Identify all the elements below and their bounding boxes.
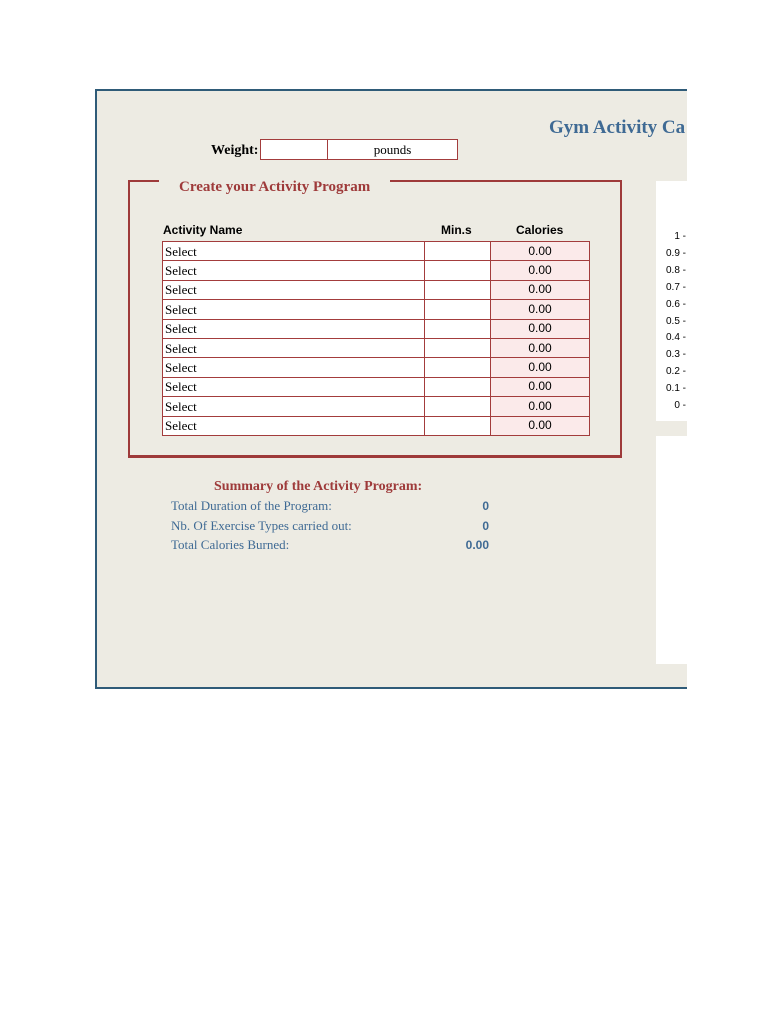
y-tick-label: 0.6 - <box>665 298 686 310</box>
y-tick-label: 0.8 - <box>665 264 686 276</box>
activity-select[interactable]: Select <box>163 261 425 280</box>
weight-field-group <box>260 139 458 160</box>
activity-row <box>163 377 590 396</box>
y-tick-label: 0.3 - <box>665 349 686 361</box>
worksheet <box>95 89 687 689</box>
activity-row <box>163 300 590 319</box>
y-tick-label: 0.9 - <box>665 247 686 259</box>
activity-select[interactable]: Select <box>163 300 425 319</box>
calories-value: 0.00 <box>491 397 590 416</box>
activity-table <box>162 241 590 436</box>
minutes-input[interactable] <box>425 300 491 319</box>
weight-label: Weight: <box>211 143 259 158</box>
calories-value: 0.00 <box>491 358 590 377</box>
calories-value: 0.00 <box>491 242 590 261</box>
activity-program-title: Create your Activity Program <box>159 179 390 196</box>
activity-row <box>163 358 590 377</box>
activity-row <box>163 338 590 357</box>
activity-select[interactable]: Select <box>163 242 425 261</box>
calories-value: 0.00 <box>491 377 590 396</box>
summary-calories-value: 0.00 <box>465 538 489 552</box>
minutes-input[interactable] <box>425 397 491 416</box>
minutes-input[interactable] <box>425 358 491 377</box>
activity-select[interactable]: Select <box>163 397 425 416</box>
calories-value: 0.00 <box>491 338 590 357</box>
summary-duration-value: 0 <box>482 499 489 513</box>
summary-exercise-types-label: Nb. Of Exercise Types carried out: <box>171 518 352 533</box>
calories-value: 0.00 <box>491 261 590 280</box>
minutes-input[interactable] <box>425 280 491 299</box>
summary-title: Summary of the Activity Program: <box>214 479 423 494</box>
calories-value: 0.00 <box>491 300 590 319</box>
activity-select[interactable]: Select <box>163 280 425 299</box>
activity-select[interactable]: Select <box>163 416 425 435</box>
minutes-input[interactable] <box>425 377 491 396</box>
y-tick-label: 0.5 - <box>665 315 686 327</box>
y-tick-label: 0.7 - <box>665 281 686 293</box>
minutes-input[interactable] <box>425 416 491 435</box>
activity-row <box>163 416 590 435</box>
y-tick-label: 0.4 - <box>665 332 686 344</box>
activity-row <box>163 280 590 299</box>
minutes-input[interactable] <box>425 261 491 280</box>
calories-header: Calories <box>516 223 564 237</box>
activity-row <box>163 261 590 280</box>
y-tick-label: 0 - <box>674 400 686 411</box>
activity-select[interactable]: Select <box>163 358 425 377</box>
calories-value: 0.00 <box>491 416 590 435</box>
activity-select[interactable]: Select <box>163 319 425 338</box>
activity-row <box>163 319 590 338</box>
activity-row <box>163 397 590 416</box>
activity-name-header: Activity Name <box>163 223 243 237</box>
page-title: Gym Activity Ca <box>549 117 686 138</box>
calories-value: 0.00 <box>491 319 590 338</box>
minutes-header: Min.s <box>441 223 472 237</box>
weight-unit-label: pounds <box>373 142 412 157</box>
calories-value: 0.00 <box>491 280 590 299</box>
summary-calories-label: Total Calories Burned: <box>171 537 290 552</box>
summary-exercise-types-value: 0 <box>482 519 489 533</box>
minutes-input[interactable] <box>425 338 491 357</box>
minutes-input[interactable] <box>425 319 491 338</box>
weight-input[interactable] <box>261 140 328 159</box>
chart-panel-secondary <box>656 436 687 664</box>
y-tick-label: 0.2 - <box>665 366 686 378</box>
minutes-input[interactable] <box>425 242 491 261</box>
chart-panel <box>656 181 687 421</box>
y-tick-label: 1 - <box>674 231 686 242</box>
summary-duration-label: Total Duration of the Program: <box>171 498 332 513</box>
y-tick-label: 0.1 - <box>665 383 686 395</box>
activity-row <box>163 242 590 261</box>
activity-select[interactable]: Select <box>163 338 425 357</box>
activity-select[interactable]: Select <box>163 377 425 396</box>
